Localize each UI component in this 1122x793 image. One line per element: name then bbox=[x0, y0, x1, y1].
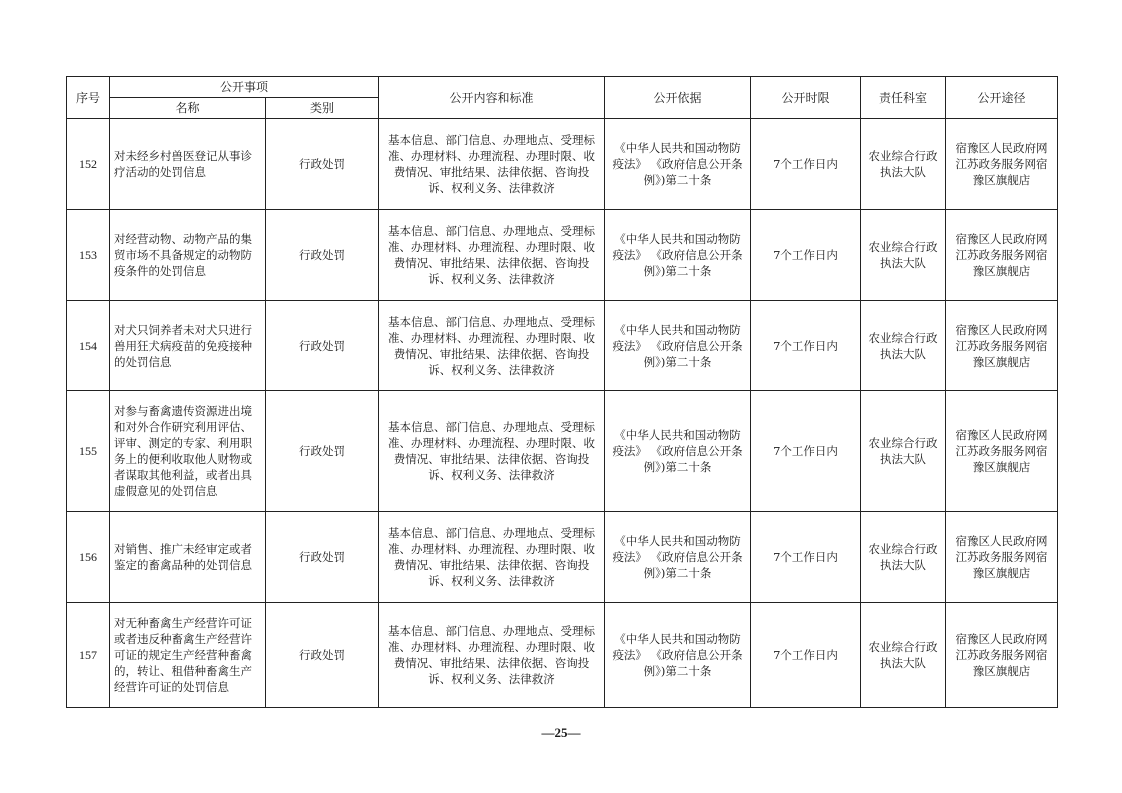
cell-seq: 154 bbox=[67, 301, 110, 391]
header-time-limit: 公开时限 bbox=[751, 77, 861, 119]
cell-seq: 152 bbox=[67, 119, 110, 210]
cell-channel: 宿豫区人民政府网江苏政务服务网宿豫区旗舰店 bbox=[946, 210, 1058, 301]
cell-content: 基本信息、部门信息、办理地点、受理标准、办理材料、办理流程、办理时限、收费情况、审批结果、法律依据、咨询投诉、权利义务、法律救济 bbox=[379, 210, 605, 301]
table-row bbox=[67, 391, 1058, 512]
header-dept: 责任科室 bbox=[861, 77, 946, 119]
header-channel: 公开途径 bbox=[946, 77, 1058, 119]
cell-category: 行政处罚 bbox=[266, 301, 379, 391]
cell-name: 对犬只饲养者未对犬只进行兽用狂犬病疫苗的免疫接种的处罚信息 bbox=[110, 301, 266, 391]
cell-channel: 宿豫区人民政府网江苏政务服务网宿豫区旗舰店 bbox=[946, 301, 1058, 391]
table-row bbox=[67, 603, 1058, 708]
cell-content: 基本信息、部门信息、办理地点、受理标准、办理材料、办理流程、办理时限、收费情况、审批结果、法律依据、咨询投诉、权利义务、法律救济 bbox=[379, 119, 605, 210]
cell-basis: 《中华人民共和国动物防疫法》 《政府信息公开条例》)第二十条 bbox=[605, 301, 751, 391]
cell-time-limit: 7个工作日内 bbox=[751, 391, 861, 512]
cell-content: 基本信息、部门信息、办理地点、受理标准、办理材料、办理流程、办理时限、收费情况、审批结果、法律依据、咨询投诉、权利义务、法律救济 bbox=[379, 512, 605, 603]
cell-dept: 农业综合行政执法大队 bbox=[861, 391, 946, 512]
cell-basis: 《中华人民共和国动物防疫法》 《政府信息公开条例》)第二十条 bbox=[605, 391, 751, 512]
disclosure-table bbox=[66, 76, 1058, 708]
cell-category: 行政处罚 bbox=[266, 391, 379, 512]
cell-category: 行政处罚 bbox=[266, 210, 379, 301]
cell-content: 基本信息、部门信息、办理地点、受理标准、办理材料、办理流程、办理时限、收费情况、审批结果、法律依据、咨询投诉、权利义务、法律救济 bbox=[379, 603, 605, 708]
cell-dept: 农业综合行政执法大队 bbox=[861, 210, 946, 301]
cell-channel: 宿豫区人民政府网江苏政务服务网宿豫区旗舰店 bbox=[946, 603, 1058, 708]
cell-content: 基本信息、部门信息、办理地点、受理标准、办理材料、办理流程、办理时限、收费情况、审批结果、法律依据、咨询投诉、权利义务、法律救济 bbox=[379, 391, 605, 512]
table-row bbox=[67, 512, 1058, 603]
cell-category: 行政处罚 bbox=[266, 512, 379, 603]
header-content-standard: 公开内容和标准 bbox=[379, 77, 605, 119]
cell-dept: 农业综合行政执法大队 bbox=[861, 603, 946, 708]
cell-channel: 宿豫区人民政府网江苏政务服务网宿豫区旗舰店 bbox=[946, 391, 1058, 512]
header-seq: 序号 bbox=[67, 77, 110, 119]
cell-name: 对无种畜禽生产经营许可证或者违反种畜禽生产经营许可证的规定生产经营种畜禽的，转让、租借种畜禽生产经营许可证的处罚信息 bbox=[110, 603, 266, 708]
cell-basis: 《中华人民共和国动物防疫法》 《政府信息公开条例》)第二十条 bbox=[605, 512, 751, 603]
cell-name: 对经营动物、动物产品的集贸市场不具备规定的动物防疫条件的处罚信息 bbox=[110, 210, 266, 301]
cell-basis: 《中华人民共和国动物防疫法》 《政府信息公开条例》)第二十条 bbox=[605, 603, 751, 708]
cell-seq: 155 bbox=[67, 391, 110, 512]
header-name: 名称 bbox=[110, 98, 266, 119]
cell-name: 对销售、推广未经审定或者鉴定的畜禽品种的处罚信息 bbox=[110, 512, 266, 603]
cell-channel: 宿豫区人民政府网江苏政务服务网宿豫区旗舰店 bbox=[946, 512, 1058, 603]
cell-dept: 农业综合行政执法大队 bbox=[861, 512, 946, 603]
cell-time-limit: 7个工作日内 bbox=[751, 210, 861, 301]
cell-name: 对未经乡村兽医登记从事诊疗活动的处罚信息 bbox=[110, 119, 266, 210]
cell-name: 对参与畜禽遗传资源进出境和对外合作研究利用评估、评审、测定的专家、利用职务上的便利收取他人财物或者谋取其他利益，或者出具虚假意见的处罚信息 bbox=[110, 391, 266, 512]
cell-dept: 农业综合行政执法大队 bbox=[861, 301, 946, 391]
table-row bbox=[67, 210, 1058, 301]
cell-seq: 156 bbox=[67, 512, 110, 603]
table-row bbox=[67, 119, 1058, 210]
table-row bbox=[67, 301, 1058, 391]
cell-time-limit: 7个工作日内 bbox=[751, 301, 861, 391]
cell-seq: 157 bbox=[67, 603, 110, 708]
cell-channel: 宿豫区人民政府网江苏政务服务网宿豫区旗舰店 bbox=[946, 119, 1058, 210]
cell-time-limit: 7个工作日内 bbox=[751, 119, 861, 210]
header-disclosure-item: 公开事项 bbox=[110, 77, 379, 98]
cell-content: 基本信息、部门信息、办理地点、受理标准、办理材料、办理流程、办理时限、收费情况、审批结果、法律依据、咨询投诉、权利义务、法律救济 bbox=[379, 301, 605, 391]
cell-basis: 《中华人民共和国动物防疫法》 《政府信息公开条例》)第二十条 bbox=[605, 119, 751, 210]
cell-dept: 农业综合行政执法大队 bbox=[861, 119, 946, 210]
cell-category: 行政处罚 bbox=[266, 119, 379, 210]
cell-seq: 153 bbox=[67, 210, 110, 301]
cell-time-limit: 7个工作日内 bbox=[751, 512, 861, 603]
cell-time-limit: 7个工作日内 bbox=[751, 603, 861, 708]
cell-category: 行政处罚 bbox=[266, 603, 379, 708]
cell-basis: 《中华人民共和国动物防疫法》 《政府信息公开条例》)第二十条 bbox=[605, 210, 751, 301]
header-category: 类别 bbox=[266, 98, 379, 119]
page-number: —25— bbox=[541, 725, 581, 740]
header-basis: 公开依据 bbox=[605, 77, 751, 119]
